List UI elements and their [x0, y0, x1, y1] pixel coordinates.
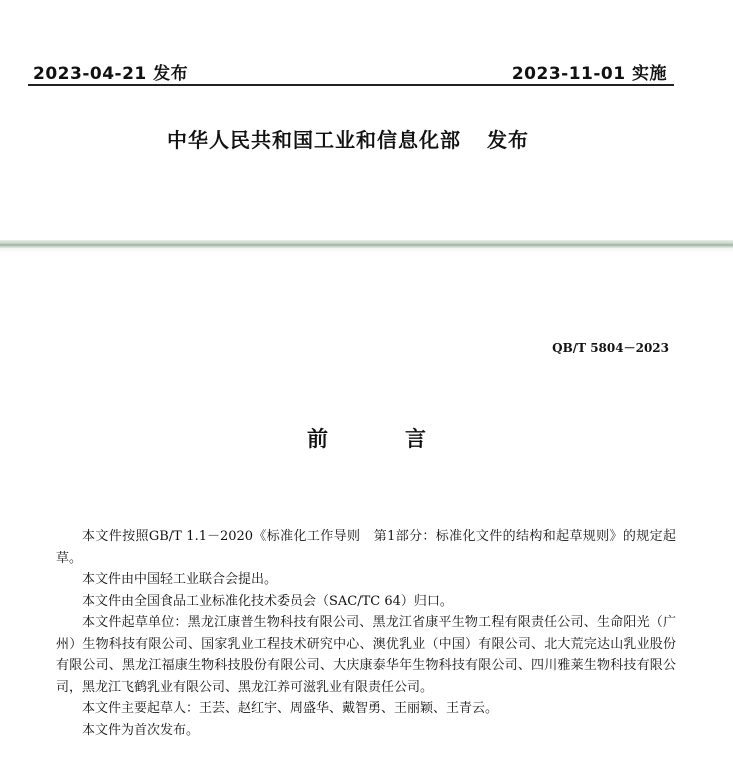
cover-date-row	[0, 56, 733, 86]
preface-paragraph: 本文件按照GB/T 1.1－2020《标准化工作导则 第1部分：标准化文件的结构和起草规则》的规定起草。	[56, 529, 676, 566]
preface-body	[56, 526, 676, 741]
issuer-line	[167, 124, 529, 153]
preface-paragraph: 本文件由全国食品工业标准化技术委员会（SAC/TC 64）归口。	[82, 593, 453, 609]
header-divider	[28, 84, 674, 86]
preface-paragraph: 本文件起草单位：黑龙江康普生物科技有限公司、黑龙江省康平生物工程有限责任公司、生命阳光（广州）生物科技有限公司、国家乳业工程技术研究中心、澳优乳业（中国）有限公司、北大荒完达山乳业股份有限公司、黑龙江福康生物科技股份有限公司、大庆康泰华年生物科技有限公司、四川雅莱生物科技有限公司，黑龙江飞鹤乳业有限公司、黑龙江养可滋乳业有限责任公司。	[56, 615, 676, 695]
issuer-name: 中华人民共和国工业和信息化部	[167, 128, 461, 152]
issue-date: 2023-04-21 发布	[33, 64, 189, 84]
preface-paragraph: 本文件主要起草人：王芸、赵红宇、周盛华、戴智勇、王丽颖、王青云。	[82, 701, 499, 716]
preface-paragraph: 本文件为首次发布。	[82, 722, 200, 738]
effective-date: 2023-11-01 实施	[511, 64, 667, 84]
standard-code: QB/T 5804－2023	[552, 341, 669, 355]
preface-title: 前 言	[307, 427, 454, 451]
preface-paragraph: 本文件由中国轻工业联合会提出。	[82, 572, 278, 587]
page-separator	[0, 240, 733, 248]
page-separator-shadow	[0, 248, 733, 254]
issuer-publish-word: 发布	[487, 128, 529, 152]
